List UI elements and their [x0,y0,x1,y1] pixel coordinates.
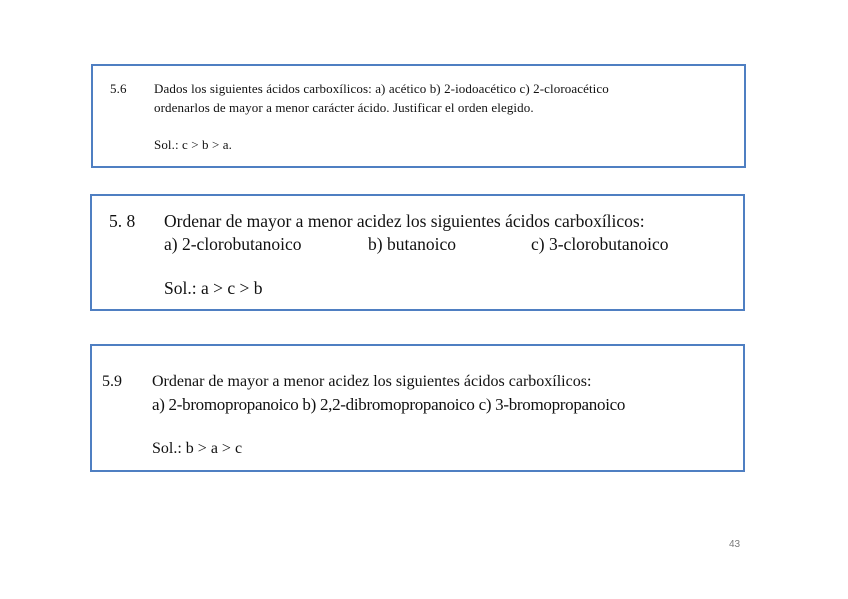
problem-number: 5.6 [110,81,127,96]
problem-options-line: a) 2-bromopropanoico b) 2,2-dibromopropanoico c) 3-bromopropanoico [152,395,626,414]
solution-text: Sol.: c > b > a. [154,137,233,152]
problem-question: Ordenar de mayor a menor acidez los siguientes ácidos carboxílicos: [152,373,592,390]
problem-5-9-box [90,344,745,472]
problem-number: 5. 8 [109,211,136,231]
solution-text: Sol.: a > c > b [164,278,263,298]
problem-statement-line-1: Dados los siguientes ácidos carboxílicos: a) acético b) 2-iodoacético c) 2-cloroacético [154,81,609,96]
option-a: a) 2-clorobutanoico [164,234,302,254]
option-b: b) butanoico [368,234,456,254]
problem-statement-line-2: ordenarlos de mayor a menor carácter ácido. Justificar el orden elegido. [154,100,534,115]
problem-number: 5.9 [102,373,122,390]
problem-question: Ordenar de mayor a menor acidez los siguientes ácidos carboxílicos: [164,211,645,231]
problem-5-6-box [91,64,746,168]
solution-text: Sol.: b > a > c [152,440,243,457]
problem-5-8-box [90,194,745,311]
page-number: 43 [729,539,741,550]
option-c: c) 3-clorobutanoico [531,234,669,254]
